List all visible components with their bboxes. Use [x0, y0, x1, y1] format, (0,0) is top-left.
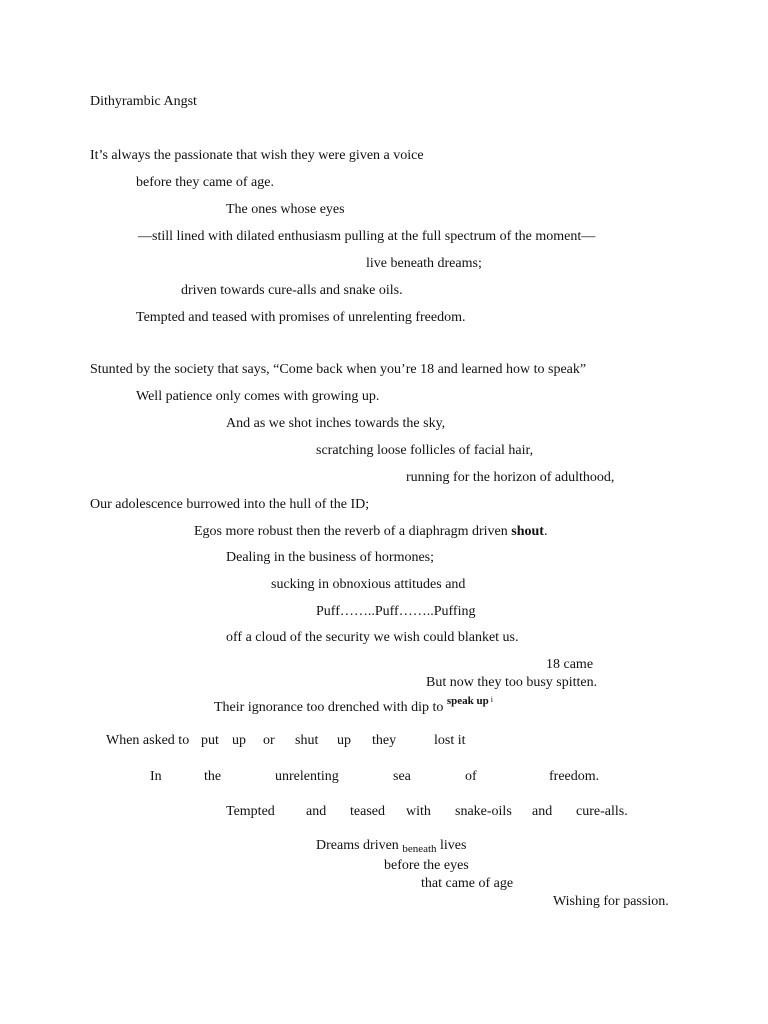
poem-line: It’s always the passionate that wish they were given a voice	[90, 148, 424, 163]
word: unrelenting	[275, 769, 339, 784]
word: up	[337, 733, 351, 748]
word: and	[306, 804, 327, 819]
poem-line: 18 came	[546, 657, 594, 672]
word: with	[406, 804, 431, 819]
shout-bold: shout	[511, 524, 544, 539]
word: In	[150, 769, 162, 784]
poem-title: Dithyrambic Angst	[90, 94, 197, 109]
word: lost it	[434, 733, 466, 748]
dreams-lives: lives	[436, 838, 467, 853]
poem-line: Dealing in the business of hormones;	[226, 550, 435, 565]
poem-line: driven towards cure-alls and snake oils.	[181, 283, 403, 298]
beneath-small: beneath	[402, 843, 437, 855]
word: Tempted	[226, 804, 275, 819]
poem-line: before they came of age.	[136, 175, 274, 190]
word: shut	[295, 733, 319, 748]
poem-line: scratching loose follicles of facial hair,	[316, 443, 534, 458]
poem-line: And as we shot inches towards the sky,	[226, 416, 446, 431]
poem-line: Puff……..Puff……..Puffing	[316, 604, 476, 619]
dreams-text: Dreams driven	[316, 838, 403, 853]
poem-line: running for the horizon of adulthood,	[406, 470, 615, 485]
word: put	[201, 733, 219, 748]
word: sea	[393, 769, 411, 784]
word: When asked to	[106, 733, 190, 748]
word: freedom.	[549, 769, 600, 784]
poem-line: But now they too busy spitten.	[426, 675, 598, 690]
word: up	[232, 733, 246, 748]
ignorance-text: Their ignorance too drenched with dip to	[214, 700, 447, 715]
poem-line-ignorance	[214, 695, 493, 717]
poem-line: Wishing for passion.	[553, 894, 669, 909]
egos-text: Egos more robust then the reverb of a diaphragm driven	[194, 524, 512, 539]
poem-line: Stunted by the society that says, “Come back when you’re 18 and learned how to speak”	[90, 362, 587, 377]
poem-line: before the eyes	[384, 858, 469, 873]
poem-line: sucking in obnoxious attitudes and	[271, 577, 466, 592]
poem-line: that came of age	[421, 876, 514, 891]
footnote-marker: i	[490, 695, 493, 704]
egos-period: .	[543, 524, 548, 539]
word: of	[465, 769, 477, 784]
poem-line-dreams	[316, 838, 466, 854]
word: teased	[350, 804, 385, 819]
poem-line: Our adolescence burrowed into the hull of the ID;	[90, 497, 370, 512]
word: cure-alls.	[576, 804, 628, 819]
word: snake-oils	[455, 804, 512, 819]
poem-line-egos	[194, 524, 547, 540]
poem-line: Tempted and teased with promises of unrelenting freedom.	[136, 310, 466, 325]
poem-line: off a cloud of the security we wish could blanket us.	[226, 630, 519, 645]
poem-line: —still lined with dilated enthusiasm pulling at the full spectrum of the moment—	[138, 229, 596, 244]
word: they	[372, 733, 397, 748]
word: and	[532, 804, 553, 819]
speak-up-raised: speak up	[446, 695, 489, 707]
poem-line: The ones whose eyes	[226, 202, 345, 217]
word: the	[204, 769, 222, 784]
poem-line: live beneath dreams;	[366, 256, 482, 271]
word: or	[263, 733, 275, 748]
poem-line: Well patience only comes with growing up.	[136, 389, 380, 404]
